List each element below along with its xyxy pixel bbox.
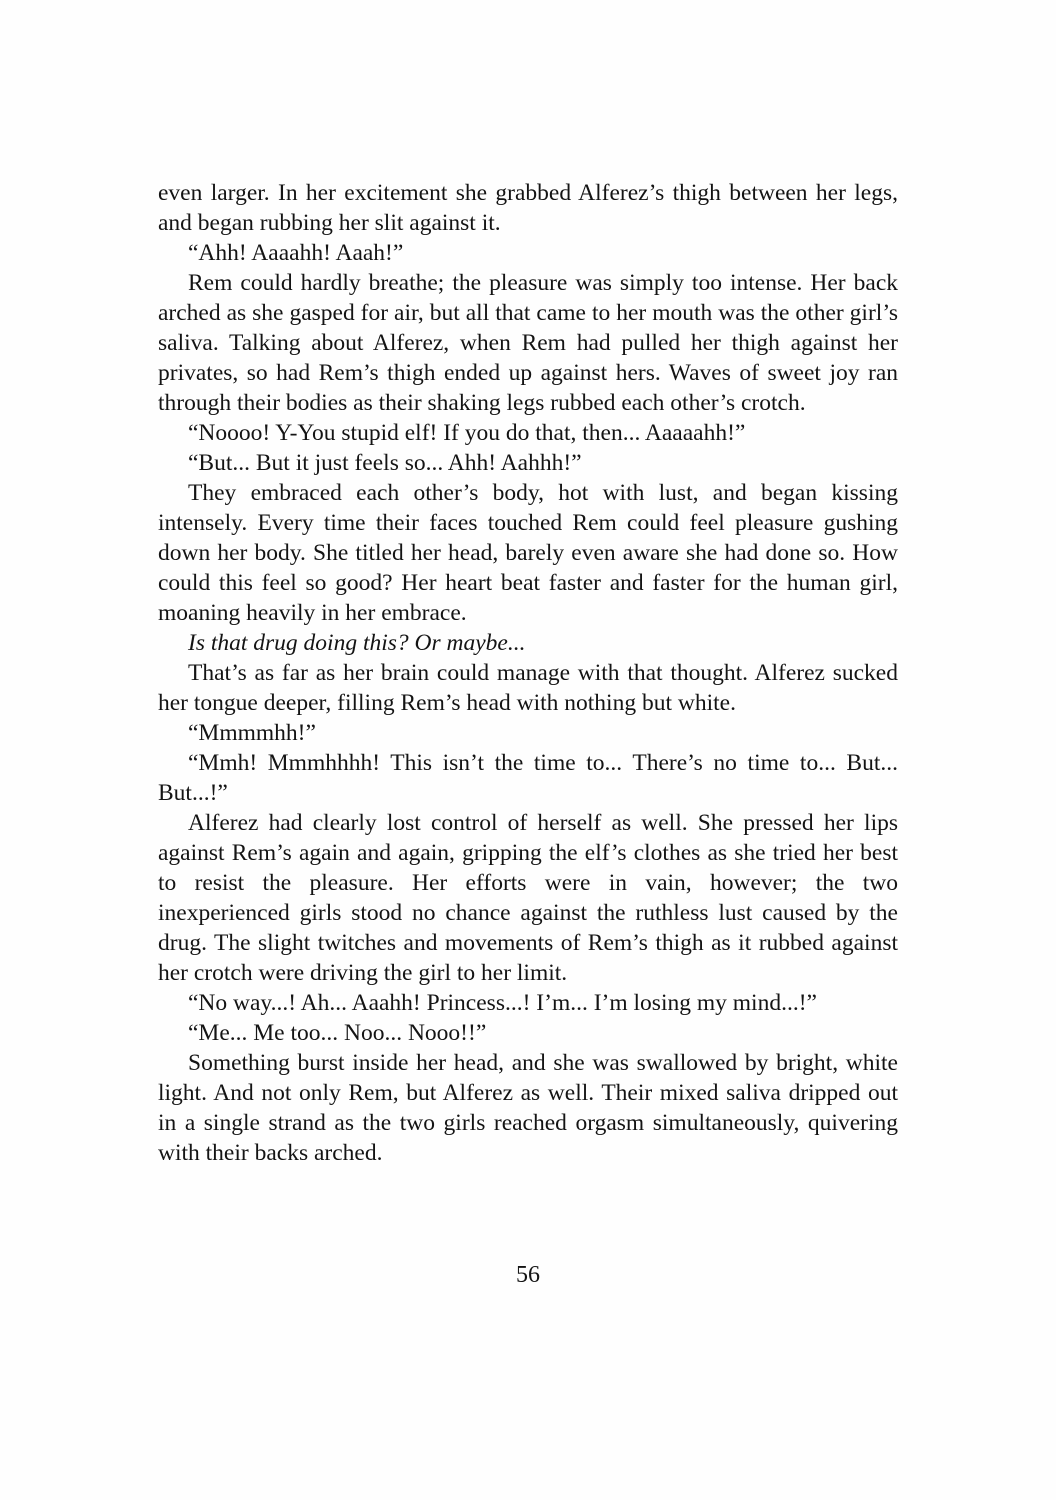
paragraph: “Mmmmhh!” [188,720,316,746]
paragraph: Something burst inside her head, and she was swallowed by bright, white light. And not only Rem, but Alferez as well. Their mixed saliva dripped out in a single strand as the two girls reached orgasm simultaneously, quivering with their backs arched. [158,1050,898,1166]
paragraph: That’s as far as her brain could manage with that thought. Alferez sucked her tongue deeper, filling Rem’s head with nothing but white. [158,660,898,716]
paragraph: even larger. In her excitement she grabbed Alferez’s thigh between her legs, and began rubbing her slit against it. [158,180,898,236]
paragraph: “Noooo! Y-You stupid elf! If you do that, then... Aaaaahh!” [188,420,746,446]
paragraph: “But... But it just feels so... Ahh! Aahhh!” [188,450,582,476]
paragraph: They embraced each other’s body, hot with lust, and began kissing intensely. Every time their faces touched Rem could feel pleasure gushing down her body. She titled her head, barely even aware she had done so. How could this feel so good? Her heart beat faster and faster for the human girl, moaning heavily in her embrace. [158,480,898,626]
paragraph: “Me... Me too... Noo... Nooo!!” [188,1020,487,1046]
paragraph: “No way...! Ah... Aaahh! Princess...! I’m... I’m losing my mind...!” [188,990,817,1016]
paragraph: “Mmh! Mmmhhhh! This isn’t the time to... There’s no time to... But... But...!” [158,750,898,806]
page-text [158,178,898,1168]
page-number: 56 [516,1262,540,1288]
paragraph: Rem could hardly breathe; the pleasure was simply too intense. Her back arched as she gasped for air, but all that came to her mouth was the other girl’s saliva. Talking about Alferez, when Rem had pulled her thigh against her privates, so had Rem’s thigh ended up against hers. Waves of sweet joy ran through their bodies as their shaking legs rubbed each other’s crotch. [158,270,898,416]
paragraph-internal-monologue: Is that drug doing this? Or maybe... [188,630,526,656]
paragraph: Alferez had clearly lost control of herself as well. She pressed her lips against Rem’s again and again, gripping the elf’s clothes as she tried her best to resist the pleasure. Her efforts were in vain, however; the two inexperienced girls stood no chance against the ruthless lust caused by the drug. The slight twitches and movements of Rem’s thigh as it rubbed against her crotch were driving the girl to her limit. [158,810,898,986]
paragraph: “Ahh! Aaaahh! Aaah!” [188,240,404,266]
